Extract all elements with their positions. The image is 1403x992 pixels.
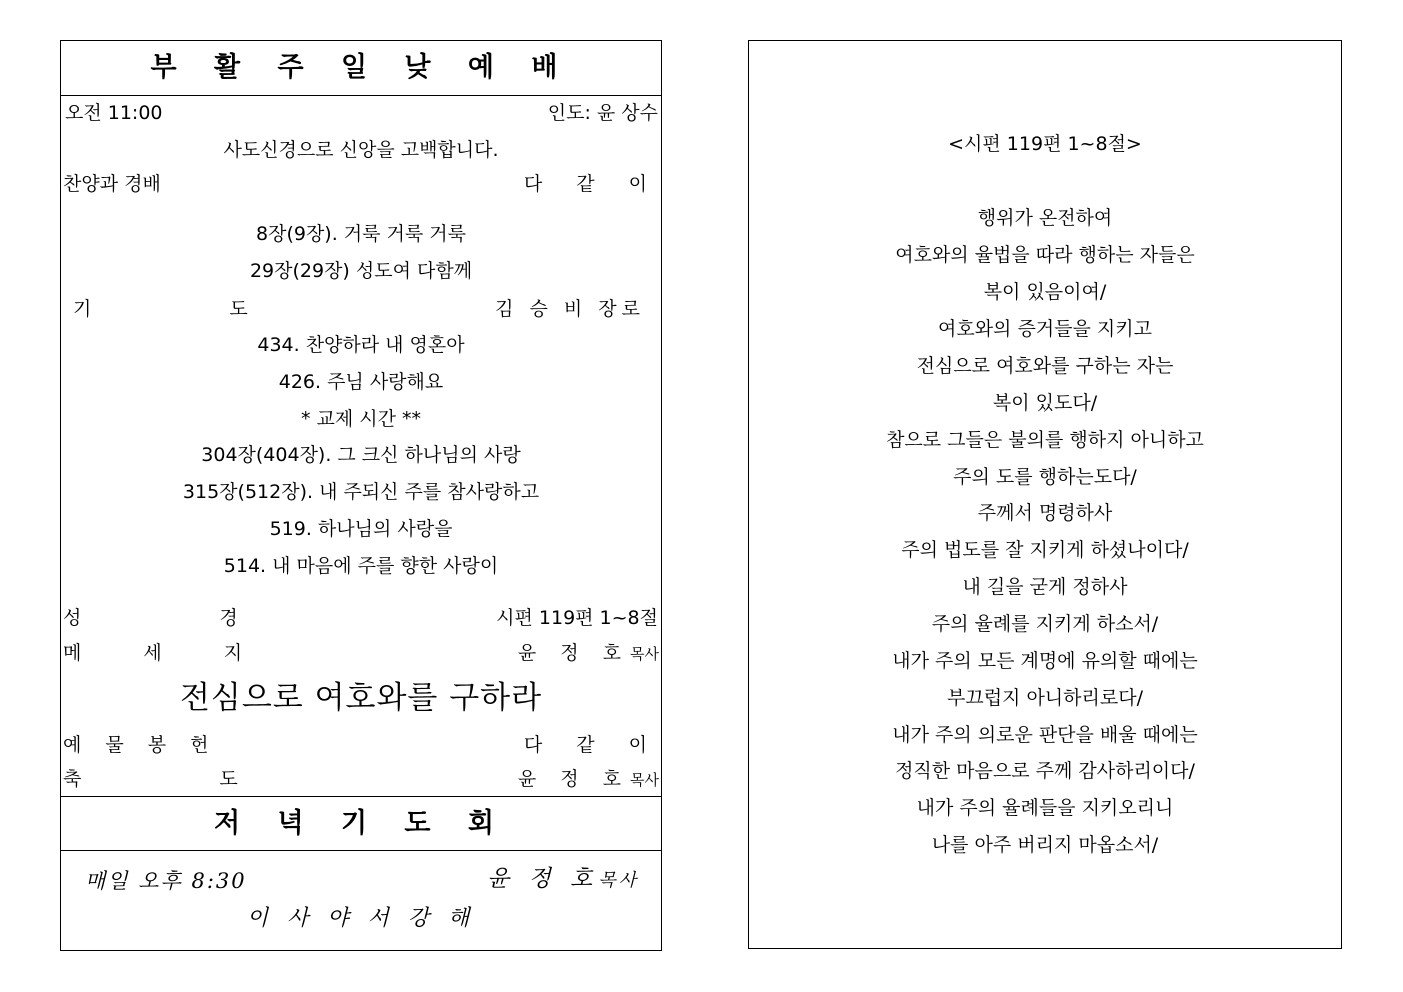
blessing-pastor-title: 목사: [630, 771, 659, 789]
prayer-label: 기 도: [73, 298, 314, 320]
scripture-heading: <시편 119편 1~8절>: [948, 133, 1142, 155]
evening-pastor-title: 목사: [598, 870, 639, 891]
scripture-reference: 시편 119편 1~8절: [496, 607, 658, 629]
message-preacher: [518, 641, 659, 666]
divider: [61, 850, 661, 851]
verse-line: 내가 주의 모든 계명에 유의할 때에는: [892, 650, 1198, 672]
praise-together: 다 같 이: [523, 173, 661, 195]
sermon-title: 전심으로 여호와를 구하라: [179, 680, 543, 716]
verse-line: 복이 있도다/: [992, 392, 1098, 414]
offering-label: 예 물 봉 헌: [63, 734, 218, 756]
offering-together: 다 같 이: [523, 734, 661, 756]
verse-line: 주의 율례를 지키게 하소서/: [931, 613, 1159, 635]
divider: [61, 95, 661, 96]
verse-line: 부끄럽지 아니하리로다/: [947, 687, 1143, 709]
hymn-line: 315장(512장). 내 주되신 주를 참사랑하고: [182, 481, 540, 503]
verse-line: 여호와의 율법을 따라 행하는 자들은: [895, 244, 1195, 266]
preacher-title: 목사: [630, 645, 659, 663]
service-time: 오전 11:00: [65, 102, 163, 124]
verse-line: 나를 아주 버리지 마옵소서/: [931, 834, 1159, 856]
divider: [61, 796, 661, 797]
verse-line: 주께서 명령하사: [977, 502, 1113, 524]
verse-line: 주의 도를 행하는도다/: [953, 466, 1137, 488]
service-title: 부 활 주 일 낮 예 배: [150, 52, 572, 83]
hymn-line: 29장(29장) 성도여 다함께: [249, 260, 473, 282]
blessing-label: 축 도: [63, 768, 304, 790]
blessing-pastor-name: 윤 정 호: [517, 768, 631, 790]
verse-line: 내가 주의 율례들을 지키오리니: [916, 797, 1174, 819]
hymn-line: 434. 찬양하라 내 영혼아: [257, 334, 465, 356]
hymn-line: 304장(404장). 그 크신 하나님의 사랑: [201, 444, 521, 466]
blessing-pastor: [518, 767, 659, 792]
verse-line: 내 길을 굳게 정하사: [962, 576, 1128, 598]
verse-line: 행위가 온전하여: [977, 207, 1113, 229]
hymn-line: 519. 하나님의 사랑을: [269, 518, 453, 540]
verse-line: 복이 있음이여/: [983, 281, 1107, 303]
preacher-name: 윤 정 호: [517, 642, 631, 664]
verse-line: 참으로 그들은 불의를 행하지 아니하고: [886, 429, 1204, 451]
evening-pastor-name: 윤 정 호: [486, 866, 599, 892]
evening-topic: 이 사 야 서 강 해: [246, 906, 476, 931]
verse-line: 여호와의 증거들을 지키고: [938, 318, 1152, 340]
evening-time: 매일 오후 8:30: [85, 869, 247, 893]
verse-line: 주의 법도를 잘 지키게 하셨나이다/: [901, 539, 1189, 561]
scripture-panel: [748, 40, 1342, 949]
service-leader: 인도: 윤 상수: [547, 102, 658, 124]
evening-title: 저 녁 기 도 회: [213, 808, 508, 839]
prayer-person: 김 승 비 장로: [495, 298, 645, 320]
fellowship-note: * 교제 시간 **: [300, 408, 422, 430]
verse-line: 정직한 마음으로 주께 감사하리이다/: [895, 760, 1195, 782]
creed-line: 사도신경으로 신앙을 고백합니다.: [223, 139, 499, 161]
verse-line: 전심으로 여호와를 구하는 자는: [916, 355, 1174, 377]
verse-line: 내가 주의 의로운 판단을 배울 때에는: [892, 724, 1198, 746]
hymn-line: 8장(9장). 거룩 거룩 거룩: [256, 223, 466, 245]
evening-pastor: [487, 867, 639, 893]
message-label: 메 세 지: [63, 642, 271, 664]
hymn-line: 514. 내 마음에 주를 향한 사랑이: [223, 555, 499, 577]
praise-label: 찬양과 경배: [63, 173, 161, 195]
hymn-line: 426. 주님 사랑해요: [278, 371, 444, 393]
scripture-label: 성 경: [63, 607, 304, 629]
worship-bulletin-panel: [60, 40, 662, 951]
